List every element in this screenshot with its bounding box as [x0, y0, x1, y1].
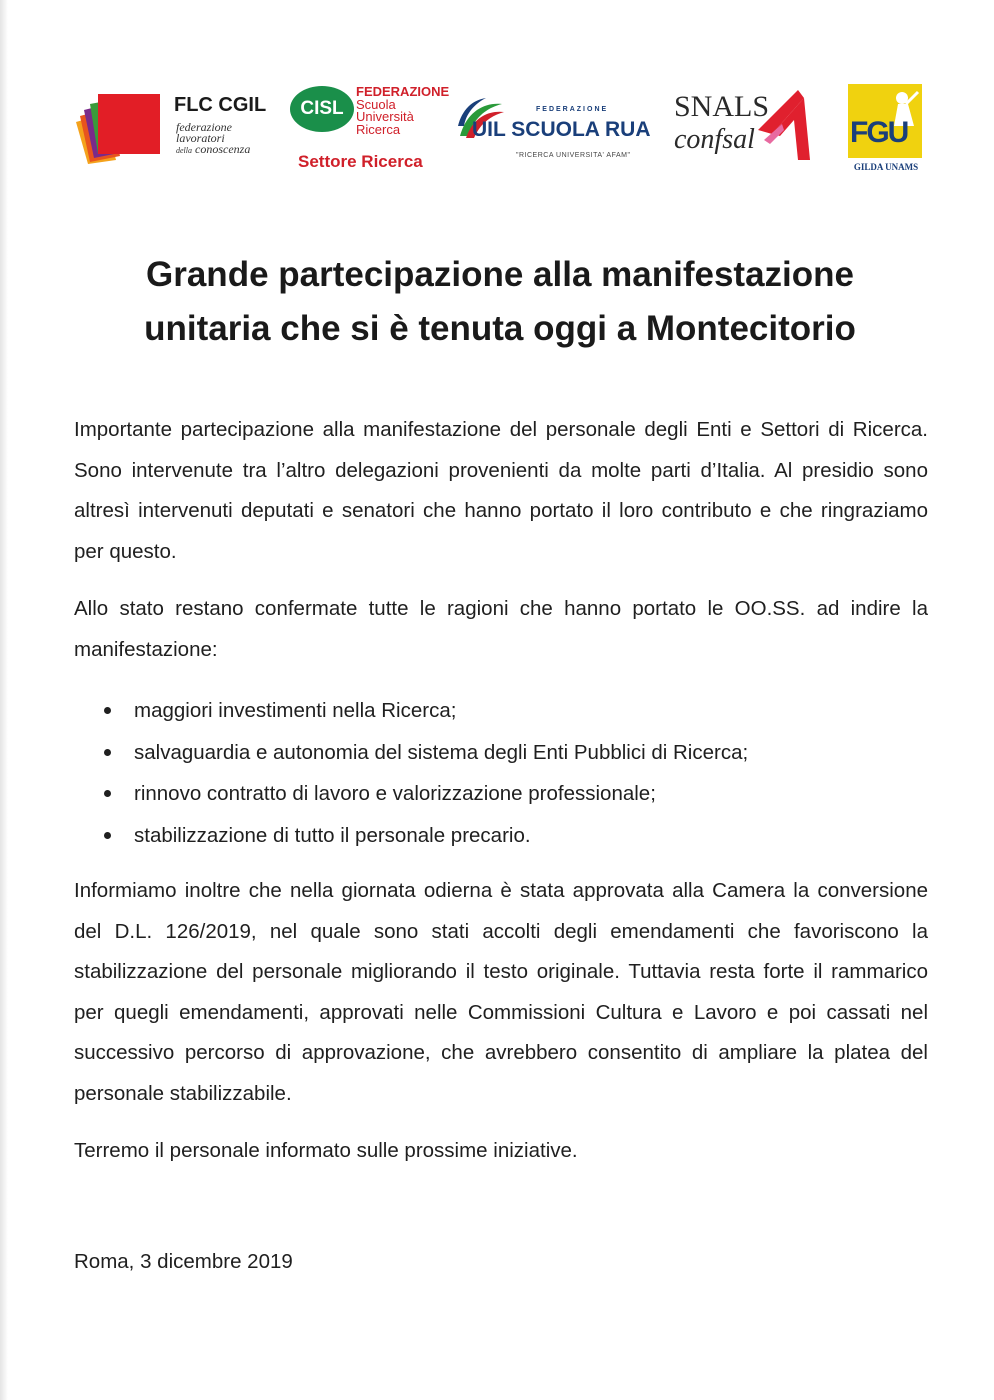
list-item-text: stabilizzazione di tutto il personale precario. [134, 823, 531, 847]
paragraph-2: Allo stato restano confermate tutte le ragioni che hanno portato le OO.SS. ad indire la manifestazione: [74, 597, 928, 661]
list-item-text: maggiori investimenti nella Ricerca; [134, 699, 457, 722]
cisl-badge [290, 86, 354, 132]
document-date: Roma, 3 dicembre 2019 [74, 1250, 293, 1273]
document-body [74, 410, 928, 1172]
demands-list [74, 690, 928, 856]
fgu-letters: FGU [850, 116, 908, 149]
cisl-badge-text: CISL [300, 98, 344, 119]
cisl-settore: Settore Ricerca [298, 152, 423, 171]
paragraph-3: Informiamo inoltre che nella giornata odierna è stata approvata alla Camera la conversione del D.L. 126/2019, nel quale sono stati accolti degli emendamenti che favoriscono la stabilizzazione del personale migliorando il testo originale. Tuttavia resta forte il rammarico per quegli emendamenti, approvati nelle Commissioni Cultura e Lavoro e poi cassati nel successivo percorso di approvazione, che avrebbero consentito di ampliare la platea del personale stabilizzabile. [74, 879, 928, 1105]
list-item [134, 690, 928, 732]
fgu-gilda-logo [846, 84, 926, 176]
bullet-icon [104, 749, 111, 756]
uil-scuola-logo [456, 92, 656, 172]
flc-sub-line3 [176, 144, 276, 156]
uil-slogan: "RICERCA UNIVERSITA' AFAM" [516, 152, 631, 159]
flc-name: FLC CGIL [174, 94, 267, 116]
uil-main-name: UIL SCUOLA RUA [472, 118, 651, 141]
list-item [134, 773, 928, 815]
paragraph-4: Terremo il personale informato sulle prossime iniziative. [74, 1139, 578, 1162]
uil-federazione: FEDERAZIONE [536, 106, 609, 113]
snals-text: SNALS [674, 90, 770, 123]
bullet-icon [104, 707, 111, 714]
cisl-fed-line3: Università [356, 109, 414, 124]
confsal-text: confsal [674, 124, 755, 155]
list-item-text: rinnovo contratto di lavoro e valorizzazione professionale; [134, 782, 656, 805]
paragraph-1: Importante partecipazione alla manifestazione del personale degli Enti e Settori di Ricerca. Sono intervenute tra l’altro delegazioni provenienti da molte parti d’Italia. Al presidio sono altresì intervenuti deputati e senatori che hanno portato il loro contributo e che ringraziamo per questo. [74, 418, 928, 563]
logos-header [70, 78, 930, 178]
title-line1: Grande partecipazione alla manifestazione [146, 255, 854, 294]
cisl-fed-line1: FEDERAZIONE [356, 84, 450, 99]
cisl-fed-line4: Ricerca [356, 121, 401, 137]
snals-confsal-logo [670, 90, 820, 170]
list-item-text: salvaguardia e autonomia del sistema degli Enti Pubblici di Ricerca; [134, 740, 749, 764]
fgu-gilda: GILDA UNAMS [853, 162, 919, 172]
flc-cgil-logo [70, 86, 270, 176]
list-item [134, 732, 928, 774]
flc-squares-icon [74, 94, 164, 164]
bullet-icon [104, 790, 111, 797]
flc-subtitle [176, 122, 276, 156]
cisl-federation [356, 84, 450, 137]
flc-sub-small: della [176, 146, 192, 155]
flc-sub-line2: lavoratori [176, 131, 225, 145]
flc-sub-line1: federazione [176, 120, 232, 134]
page-edge [0, 0, 8, 1400]
list-item [134, 815, 928, 857]
cisl-fed-line2: Scuola [356, 96, 396, 112]
bullet-icon [104, 832, 111, 839]
cisl-logo [286, 78, 450, 178]
document-title [60, 248, 940, 356]
flc-sub-word: conoscenza [195, 142, 251, 156]
title-line2: unitaria che si è tenuta oggi a Montecitorio [144, 309, 856, 348]
snals-mark-icon [758, 90, 812, 162]
